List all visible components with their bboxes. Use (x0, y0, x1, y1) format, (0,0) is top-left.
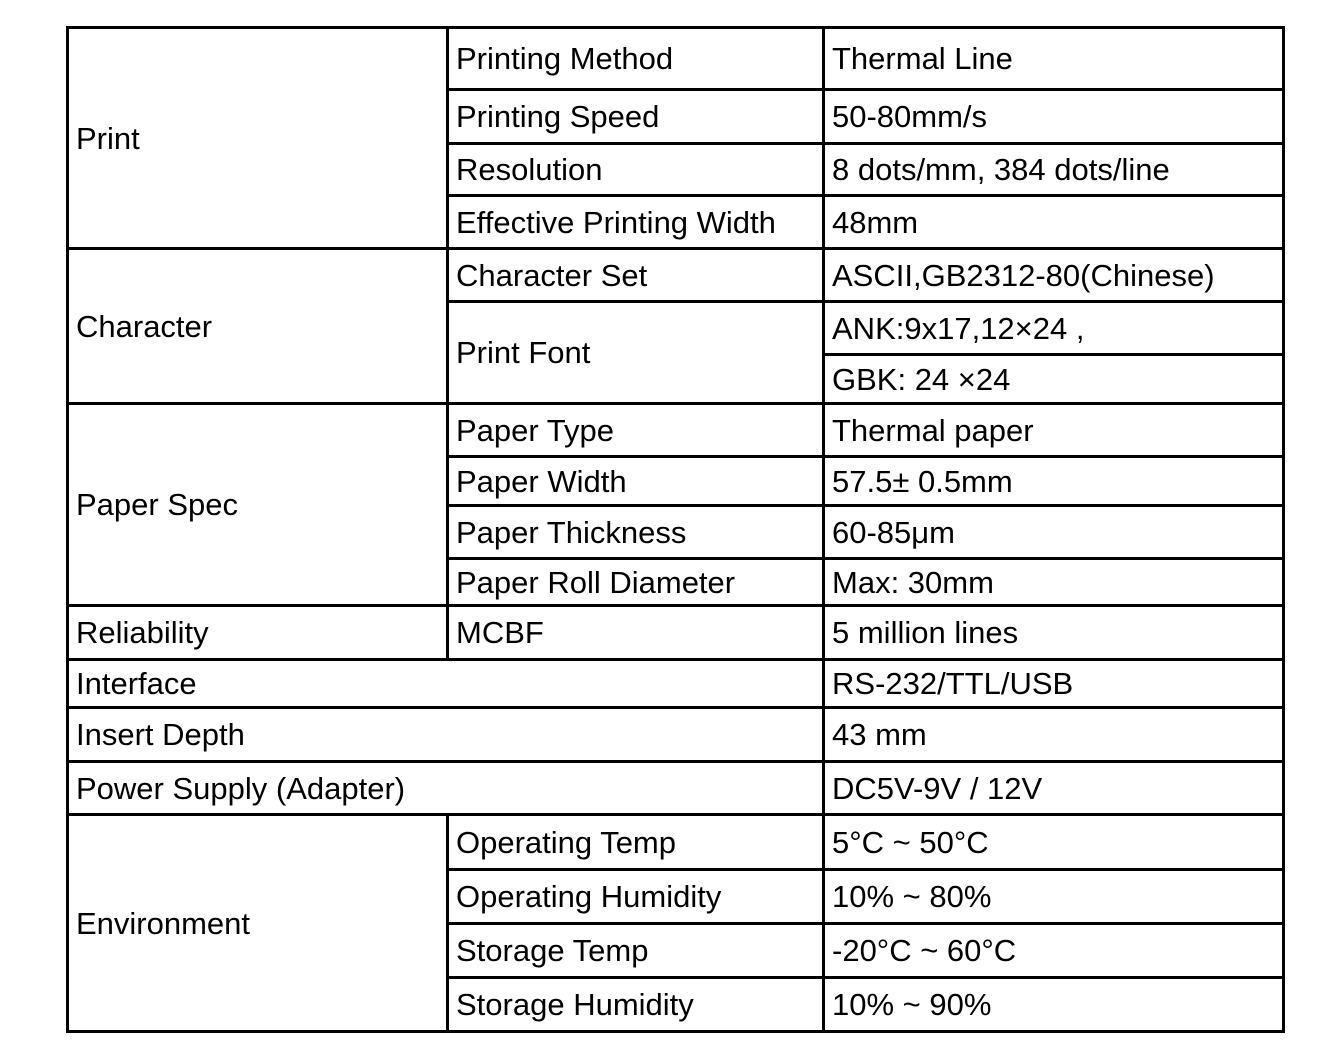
spec-value: 57.5± 0.5mm (824, 457, 1284, 506)
table-row (68, 762, 1284, 815)
spec-value: Max: 30mm (824, 559, 1284, 606)
spec-label: Storage Temp (448, 924, 824, 978)
power-supply-label: Power Supply (Adapter) (68, 762, 824, 815)
spec-table (66, 26, 1285, 1033)
table-row (68, 815, 1284, 870)
spec-value: RS-232/TTL/USB (824, 660, 1284, 708)
spec-label: Paper Width (448, 457, 824, 506)
table-row (68, 660, 1284, 708)
spec-value: Thermal paper (824, 404, 1284, 457)
spec-value: 5 million lines (824, 606, 1284, 660)
spec-value: ASCII,GB2312-80(Chinese) (824, 249, 1284, 302)
spec-label: Resolution (448, 144, 824, 196)
interface-label: Interface (68, 660, 824, 708)
spec-value: Thermal Line (824, 28, 1284, 90)
spec-value: -20°C ~ 60°C (824, 924, 1284, 978)
insert-depth-label: Insert Depth (68, 708, 824, 762)
category-reliability: Reliability (68, 606, 448, 660)
category-environment: Environment (68, 815, 448, 1032)
spec-value: 60-85μm (824, 506, 1284, 559)
table-row (68, 28, 1284, 90)
spec-label: Print Font (448, 302, 824, 404)
spec-label: Storage Humidity (448, 978, 824, 1032)
table-row (68, 404, 1284, 457)
spec-label: Printing Speed (448, 90, 824, 144)
spec-label: Operating Humidity (448, 870, 824, 924)
spec-value: 43 mm (824, 708, 1284, 762)
category-character: Character (68, 249, 448, 404)
spec-label: Operating Temp (448, 815, 824, 870)
spec-value: GBK: 24 ×24 (824, 355, 1284, 404)
spec-value: 8 dots/mm, 384 dots/line (824, 144, 1284, 196)
spec-value: 48mm (824, 196, 1284, 249)
spec-label: Effective Printing Width (448, 196, 824, 249)
spec-label: Paper Type (448, 404, 824, 457)
spec-value: 10% ~ 80% (824, 870, 1284, 924)
spec-label: MCBF (448, 606, 824, 660)
spec-label: Paper Roll Diameter (448, 559, 824, 606)
spec-value: 5°C ~ 50°C (824, 815, 1284, 870)
table-row (68, 249, 1284, 302)
spec-value: DC5V-9V / 12V (824, 762, 1284, 815)
table-row (68, 708, 1284, 762)
spec-label: Paper Thickness (448, 506, 824, 559)
spec-value: ANK:9x17,12×24 , (824, 302, 1284, 355)
category-print: Print (68, 28, 448, 249)
spec-value: 10% ~ 90% (824, 978, 1284, 1032)
spec-label: Printing Method (448, 28, 824, 90)
spec-label: Character Set (448, 249, 824, 302)
category-paper-spec: Paper Spec (68, 404, 448, 606)
spec-value: 50-80mm/s (824, 90, 1284, 144)
table-row (68, 606, 1284, 660)
